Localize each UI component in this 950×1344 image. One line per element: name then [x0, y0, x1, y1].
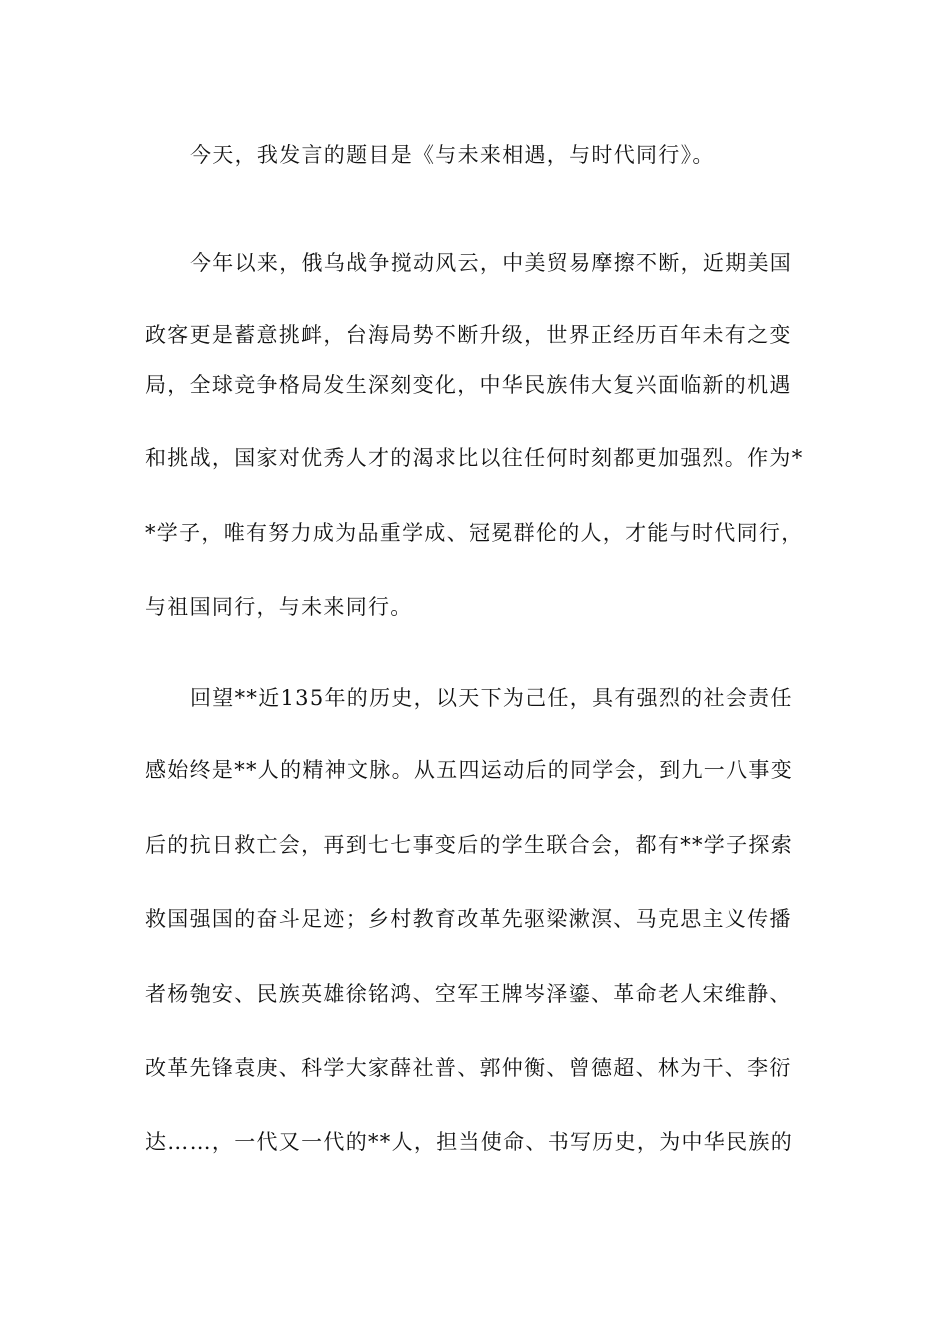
paragraph-2-line-6: 与祖国同行，与未来同行。 — [145, 595, 413, 619]
paragraph-3-line-2: 感始终是**人的精神文脉。从五四运动后的同学会，到九一八事变 — [145, 758, 793, 782]
paragraph-3-line-7: 达……，一代又一代的**人，担当使命、书写历史，为中华民族的 — [145, 1130, 793, 1154]
paragraph-2-line-4: 和挑战，国家对优秀人才的渴求比以往任何时刻都更加强烈。作为* — [145, 446, 804, 470]
paragraph-1-line-1: 今天，我发言的题目是《与未来相遇，与时代同行》。 — [190, 143, 715, 167]
paragraph-2-line-3: 局，全球竞争格局发生深刻变化，中华民族伟大复兴面临新的机遇 — [145, 373, 792, 397]
paragraph-3-line-3: 后的抗日救亡会，再到七七事变后的学生联合会，都有**学子探索 — [145, 833, 793, 857]
paragraph-3-line-6: 改革先锋袁庚、科学大家薛社普、郭仲衡、曾德超、林为干、李衍 — [145, 1056, 792, 1080]
paragraph-2-line-1: 今年以来，俄乌战争搅动风云，中美贸易摩擦不断，近期美国 — [190, 251, 793, 275]
paragraph-3-line-5: 者杨匏安、民族英雄徐铭鸿、空军王牌岑泽鎏、革命老人宋维静、 — [145, 982, 792, 1006]
paragraph-2-line-5: *学子，唯有努力成为品重学成、冠冕群伦的人，才能与时代同行， — [145, 521, 804, 545]
paragraph-3-line-4: 救国强国的奋斗足迹；乡村教育改革先驱梁漱溟、马克思主义传播 — [145, 907, 792, 931]
paragraph-2-line-2: 政客更是蓄意挑衅，台海局势不断升级，世界正经历百年未有之变 — [145, 323, 792, 347]
paragraph-3-line-1: 回望**近135年的历史，以天下为己任，具有强烈的社会责任 — [190, 686, 793, 710]
